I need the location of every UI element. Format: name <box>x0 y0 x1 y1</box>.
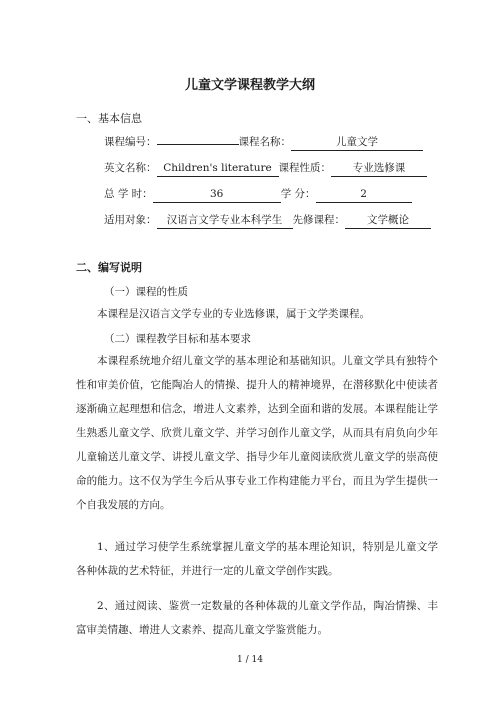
credits-value: 2 <box>316 188 412 203</box>
info-row-hours <box>104 186 412 203</box>
english-name-label: 英文名称： <box>104 162 157 174</box>
prerequisite-value: 文学概论 <box>345 214 431 229</box>
paragraph-course-intro: 本课程系统地介绍儿童文学的基本理论和基础知识。儿童文学具有独特个性和审美价值，它能陶冶人的情操、提升人的精神境界，在潜移默化中使读者逐渐确立起理想和信念，增进人文素养，达到全面和谐的发展。本课程能让学生熟悉儿童文学、欣赏儿童文学、并学习创作儿童文学，从而具有肩负向少年儿童输送儿童文学、讲授儿童文学、指导少年儿童阅读欣赏儿童文学的崇高使命的能力。这不仅为学生今后从事专业工作构建能力平台，而且为学生提供一个自我发展的方向。 <box>76 355 438 511</box>
paragraph-goal-1: 1、通过学习使学生系统掌握儿童文学的基本理论知识，特别是儿童文学各种体裁的艺术特征，并进行一定的儿童文学创作实践。 <box>76 541 438 577</box>
english-name-value: Children's literature <box>157 162 279 177</box>
info-row-course-id <box>104 134 423 151</box>
document-title: 儿童文学课程教学大纲 <box>184 78 315 93</box>
section-heading-writing-notes: 二、编写说明 <box>76 261 142 274</box>
course-name-label: 课程名称： <box>238 136 291 148</box>
subheading-course-nature: （一）课程的性质 <box>104 286 188 298</box>
course-type-label: 课程性质： <box>278 162 331 174</box>
course-name-value: 儿童文学 <box>291 136 423 151</box>
audience-label: 适用对象： <box>104 214 157 226</box>
section-heading-basic-info: 一、基本信息 <box>76 112 142 125</box>
audience-value: 汉语言文学专业本科学生 <box>157 214 293 229</box>
info-row-english-name <box>104 160 427 177</box>
course-type-value: 专业选修课 <box>331 162 427 177</box>
paragraph-goal-2: 2、通过阅读、鉴赏一定数量的各种体裁的儿童文学作品，陶冶情操、丰富审美情趣、增进人文素养、提高儿童文学鉴赏能力。 <box>76 600 438 636</box>
course-id-value <box>157 143 239 145</box>
total-hours-value: 36 <box>153 188 281 203</box>
paragraph-course-nature: 本课程是汉语言文学专业的专业选修课，属于文学类课程。 <box>97 308 370 320</box>
info-row-audience <box>104 212 431 229</box>
prerequisite-label: 先修课程： <box>292 214 345 226</box>
subheading-teaching-goals: （二）课程教学目标和基本要求 <box>104 333 251 345</box>
total-hours-label: 总 学 时： <box>104 188 153 200</box>
page-number: 1 / 14 <box>237 655 263 665</box>
course-id-label: 课程编号： <box>104 136 157 148</box>
credits-label: 学 分： <box>280 188 316 200</box>
